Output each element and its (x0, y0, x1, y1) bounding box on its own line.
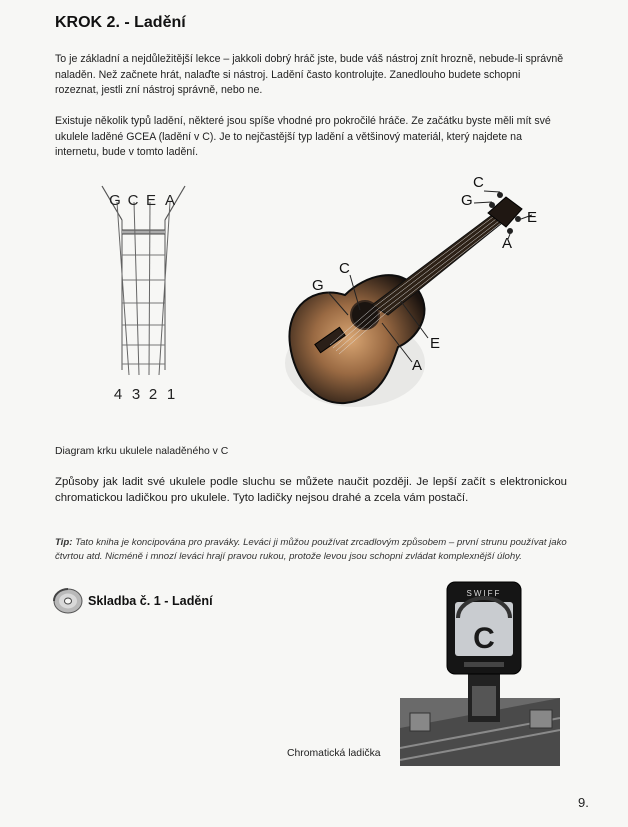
chromatic-tuner-photo (400, 578, 560, 766)
neck-string-number-2: 2 (148, 386, 158, 403)
page-number: 9. (578, 795, 589, 810)
neck-string-number-1: 1 (166, 386, 176, 403)
cd-icon (53, 588, 83, 614)
head-label-c: C (473, 174, 484, 191)
body-label-e: E (430, 335, 441, 352)
tuning-methods-paragraph: Způsoby jak ladit své ukulele podle sluchu se můžete naučit později. Je lepší začít s elektronickou chromatickou ladičkou pro ukulele. Tyto ladičky nejsou drahé a zcela vám postačí. (55, 476, 567, 504)
neck-string-label-g: G (109, 192, 121, 209)
neck-string-label-c: C (127, 192, 139, 209)
track-title: Skladba č. 1 - Ladění (88, 594, 213, 608)
ukulele-illustration (270, 165, 570, 420)
neck-diagram-caption: Diagram krku ukulele naladěného v C (55, 446, 229, 457)
body-label-a: A (412, 357, 423, 374)
head-label-e: E (527, 209, 538, 226)
body-label-g: G (312, 277, 324, 294)
body-label-c: C (339, 260, 350, 277)
tip-paragraph (55, 536, 567, 563)
tuner-caption: Chromatická ladička (287, 748, 381, 759)
tuning-types-paragraph: Existuje několik typů ladění, některé jsou spíše vhodné pro pokročilé hráče. Ze začátku byste měli mít své ukulele laděné GCEA (ladění v C). Je to nejčastější typ ladění a většinový materiál, který najdete na internetu, bude v tomto ladění. (55, 115, 551, 158)
tuner-brand: SWIFF (466, 589, 502, 598)
neck-string-label-a: A (164, 192, 176, 209)
intro-paragraph: To je základní a nejdůležitější lekce – jakkoli dobrý hráč jste, bude váš nástroj znít hrozně, nebude-li správně naladěn. Než začnete hrát, nalaďte si nástroj. Ladění často kontrolujte. Zanedlouho budete schopni rozeznat, jestli zní nástroj správně, nebo ne. (55, 53, 564, 96)
page-title: KROK 2. - Ladění (55, 14, 186, 31)
tip-label: Tip: (55, 537, 73, 548)
head-label-a: A (502, 235, 513, 252)
ukulele-neck-diagram (90, 180, 200, 405)
tuner-display-note: C (473, 622, 495, 655)
neck-string-number-3: 3 (131, 386, 141, 403)
head-label-g: G (461, 192, 473, 209)
neck-string-number-4: 4 (113, 386, 123, 403)
tip-text: Tato kniha je koncipována pro praváky. Leváci ji můžou používat zrcadlovým způsobem – první strunu používat jako čtvrtou atd. Nicméně i mnozí leváci hrají pravou rukou, protože levou jsou schopni zvládat komplexnější úlohy. (55, 537, 567, 562)
neck-string-label-e: E (145, 192, 157, 209)
